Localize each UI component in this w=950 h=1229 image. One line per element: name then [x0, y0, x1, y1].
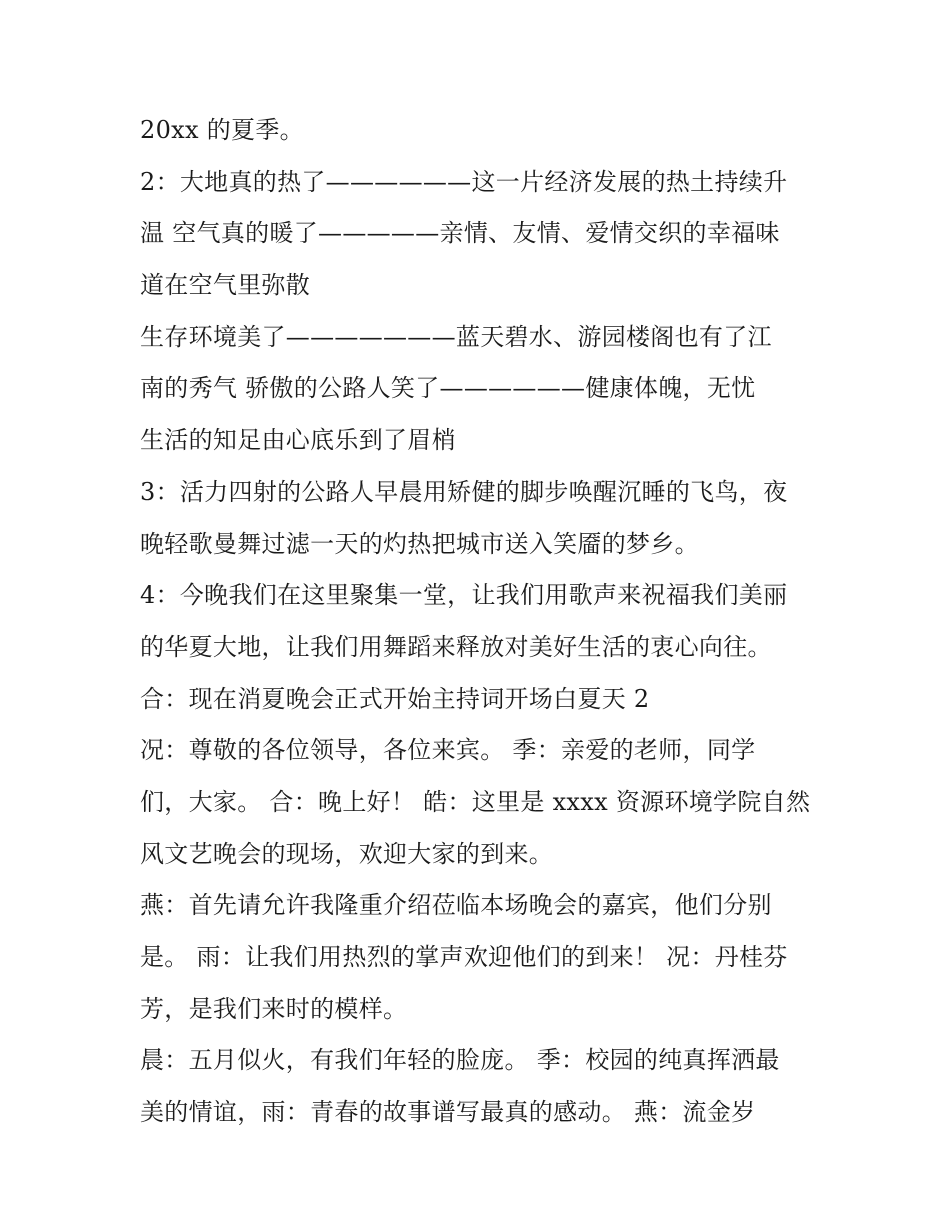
- text-line: 20xx 的夏季。: [140, 116, 304, 144]
- text-line: 晚轻歌曼舞过滤一天的灼热把城市送入笑靥的梦乡。: [140, 529, 699, 558]
- document-body: [140, 108, 840, 1142]
- text-line: 美的情谊，雨：青春的故事谱写最真的感动。 燕：流金岁: [140, 1098, 756, 1127]
- text-line: 生活的知足由心底乐到了眉梢: [140, 426, 456, 455]
- text-line: 况：尊敬的各位领导，各位来宾。 季：亲爱的老师，同学: [140, 736, 756, 765]
- text-line: 风文艺晚会的现场，欢迎大家的到来。: [140, 839, 554, 868]
- text-line: 芳，是我们来时的模样。: [140, 994, 408, 1023]
- text-line: 晨：五月似火，有我们年轻的脸庞。 季：校园的纯真挥洒最: [140, 1046, 780, 1075]
- text-line: 合：现在消夏晚会正式开始主持词开场白夏天 2: [140, 684, 650, 713]
- text-line: 2：大地真的热了——————这一片经济发展的热土持续升: [140, 167, 788, 196]
- text-line: 道在空气里弥散: [140, 271, 311, 300]
- text-line: 是。 雨：让我们用热烈的掌声欢迎他们的到来！ 况：丹桂芬: [140, 943, 788, 971]
- text-line: 的华夏大地，让我们用舞蹈来释放对美好生活的衷心向往。: [140, 632, 772, 661]
- text-line: 生存环境美了———————蓝天碧水、游园楼阁也有了江: [140, 322, 772, 351]
- text-line: 3：活力四射的公路人早晨用矫健的脚步唤醒沉睡的飞鸟，夜: [140, 477, 788, 506]
- text-line: 们，大家。 合：晚上好！ 皓：这里是 xxxx 资源环境学院自然: [140, 787, 811, 816]
- text-line: 4：今晚我们在这里聚集一堂，让我们用歌声来祝福我们美丽: [140, 581, 788, 610]
- text-line: 南的秀气 骄傲的公路人笑了——————健康体魄，无忧: [140, 374, 756, 403]
- text-line: 燕：首先请允许我隆重介绍莅临本场晚会的嘉宾，他们分别: [140, 891, 772, 920]
- text-line: 温 空气真的暖了—————亲情、友情、爱情交织的幸福味: [140, 219, 780, 248]
